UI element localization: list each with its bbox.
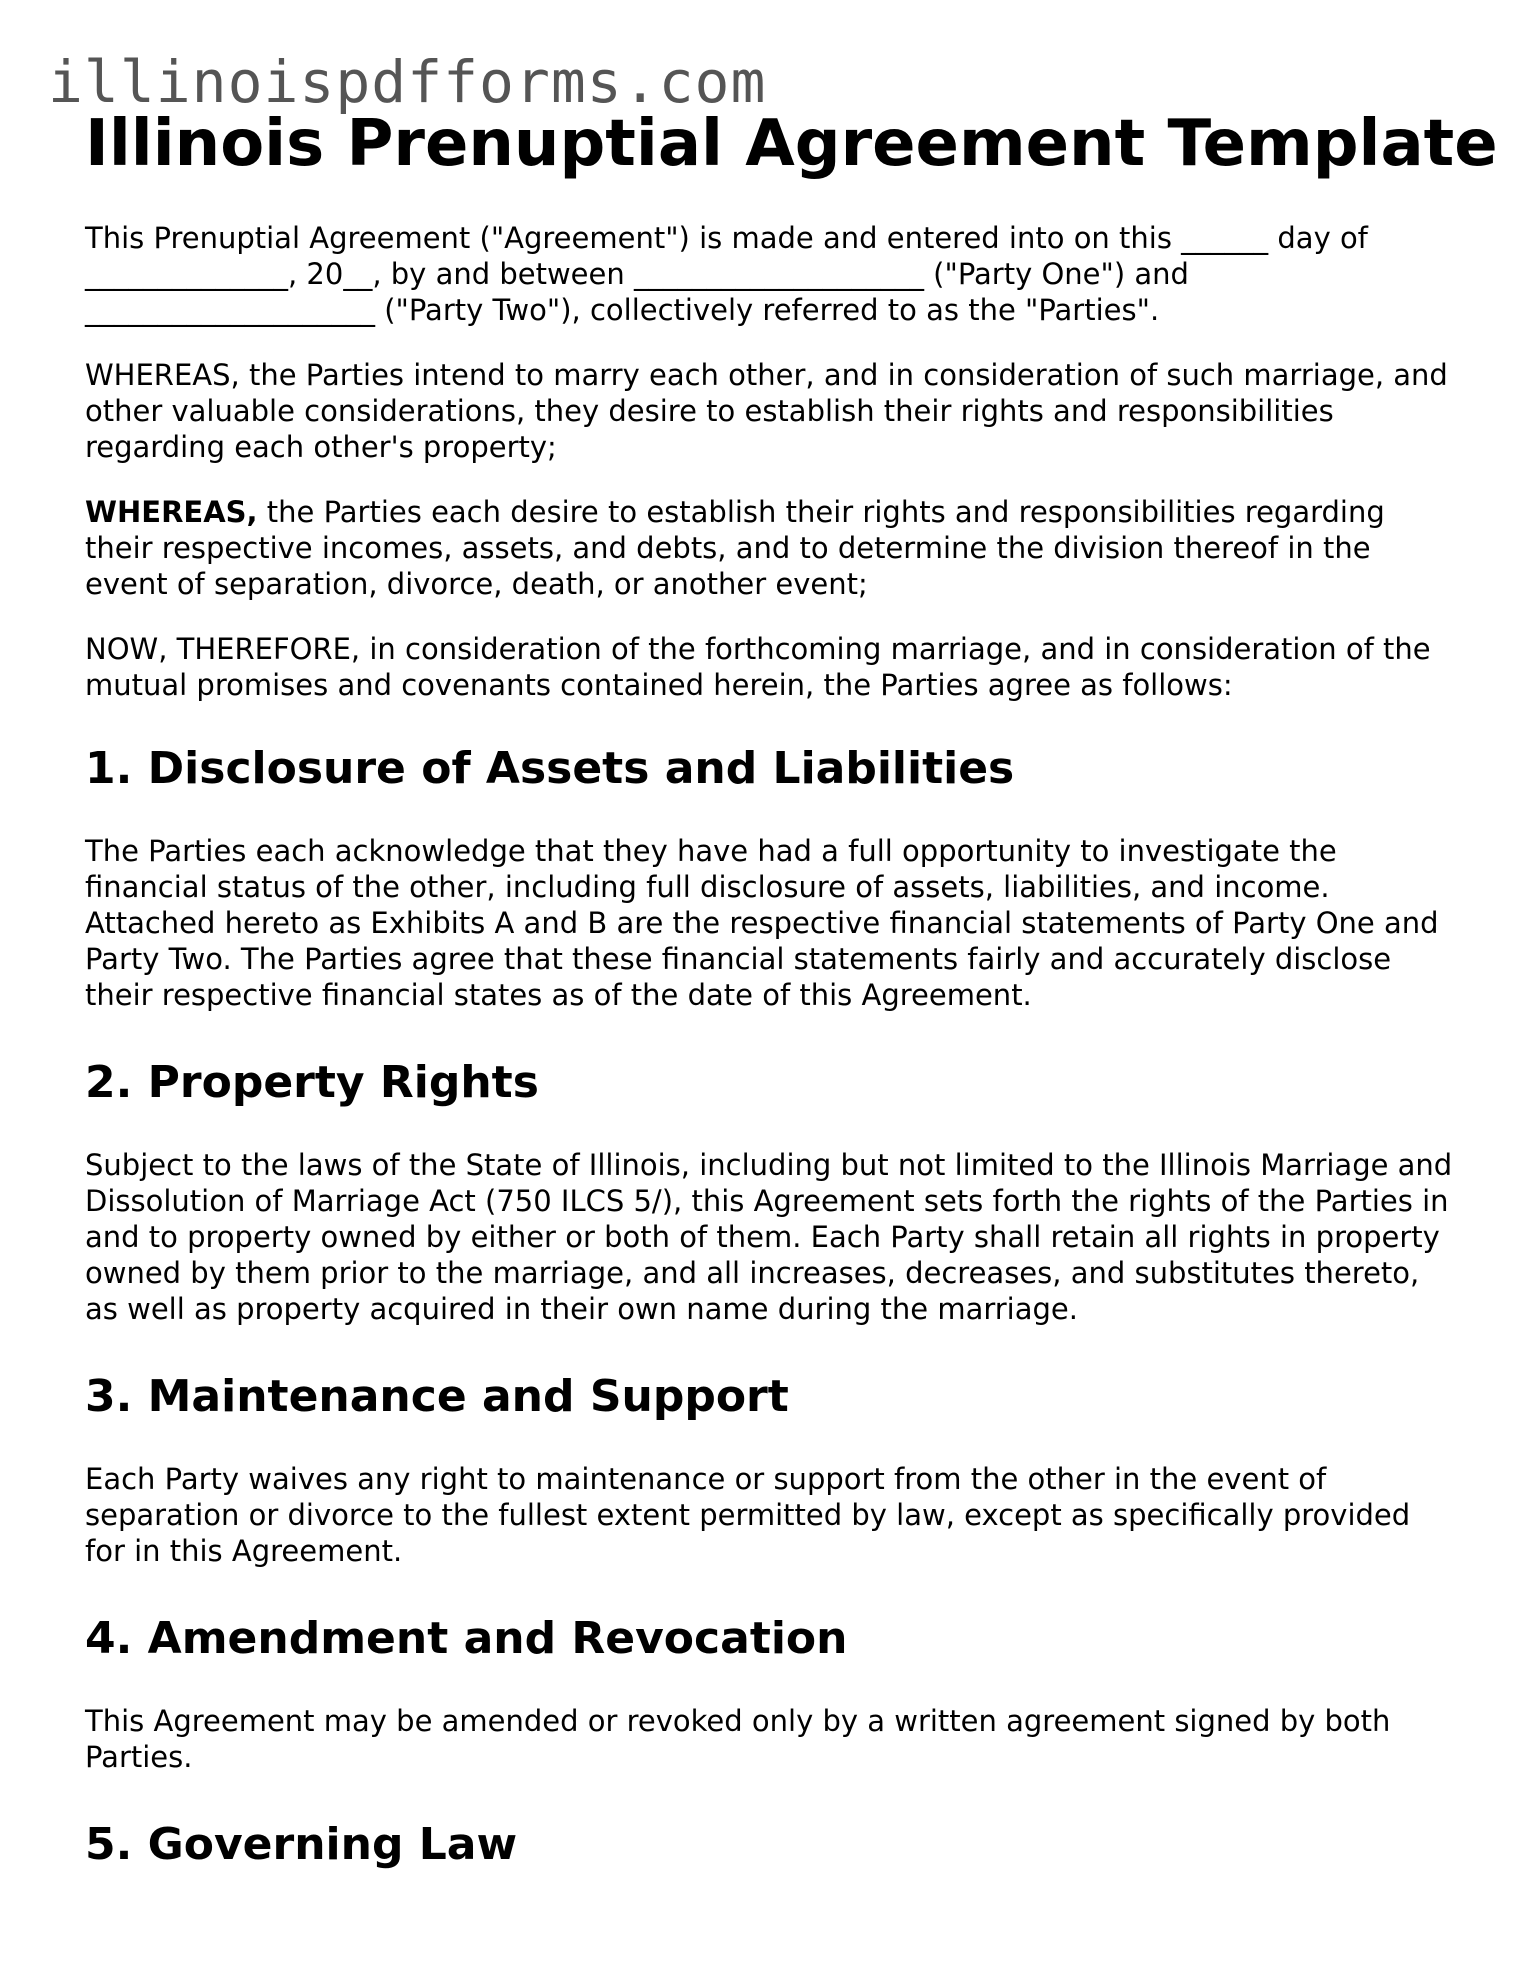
section-body-property-rights: Subject to the laws of the State of Illinois, including but not limited to the Illinois Marriage and Dissolution of Marriage Act (750 ILCS 5/), this Agreement sets forth the rights of the Parties in and to property owned by either or both of them. Each Party shall retain all rights in property owned by them prior to the marriage, and all increases, decreases, and substitutes thereto, as well as property acquired in their own name during the marriage.: [85, 1148, 1453, 1326]
section-heading-maintenance: 3. Maintenance and Support: [85, 1371, 789, 1422]
now-therefore-paragraph: NOW, THEREFORE, in consideration of the forthcoming marriage, and in consideration of the mutual promises and covenants contained herein, the Parties agree as follows:: [85, 632, 1431, 702]
section-heading-property-rights: 2. Property Rights: [85, 1057, 539, 1108]
section-body-maintenance: Each Party waives any right to maintenance or support from the other in the event of separation or divorce to the fullest extent permitted by law, except as specifically provided for in this Agreement.: [85, 1462, 1411, 1568]
whereas-paragraph-1: WHEREAS, the Parties intend to marry each other, and in consideration of such marriage, and other valuable considerations, they desire to establish their rights and responsibilities regarding each other's property;: [85, 358, 1448, 464]
whereas-lead: WHEREAS,: [85, 495, 258, 529]
watermark: illinoispdfforms.com: [48, 48, 767, 116]
whereas-text: the Parties each desire to establish their rights and responsibilities regarding their respective incomes, assets, and debts, and to determine the division thereof in the event of separation, divorce, death, or another event;: [85, 495, 1385, 601]
document-title: Illinois Prenuptial Agreement Template: [85, 107, 1498, 181]
section-heading-disclosure: 1. Disclosure of Assets and Liabilities: [85, 743, 1015, 794]
section-body-amendment: This Agreement may be amended or revoked only by a written agreement signed by both Parties.: [85, 1704, 1391, 1774]
section-body-disclosure: The Parties each acknowledge that they have had a full opportunity to investigate the financial status of the other, including full disclosure of assets, liabilities, and income. Attached hereto as Exhibits A and B are the respective financial statements of Party One and Party Two. The Parties agree that these financial statements fairly and accurately disclose their respective financial states as of the date of this Agreement.: [85, 834, 1439, 1012]
intro-paragraph: This Prenuptial Agreement ("Agreement") is made and entered into on this ______ day of ______________, 20__, by and between ____________________ ("Party One") and ____________________ ("Party Two"), collectively referred to as the "Parties".: [85, 221, 1368, 327]
whereas-paragraph-2: [85, 494, 1455, 602]
section-heading-governing-law: 5. Governing Law: [85, 1819, 518, 1870]
document-body: [85, 106, 1498, 1909]
section-heading-amendment: 4. Amendment and Revocation: [85, 1613, 848, 1664]
